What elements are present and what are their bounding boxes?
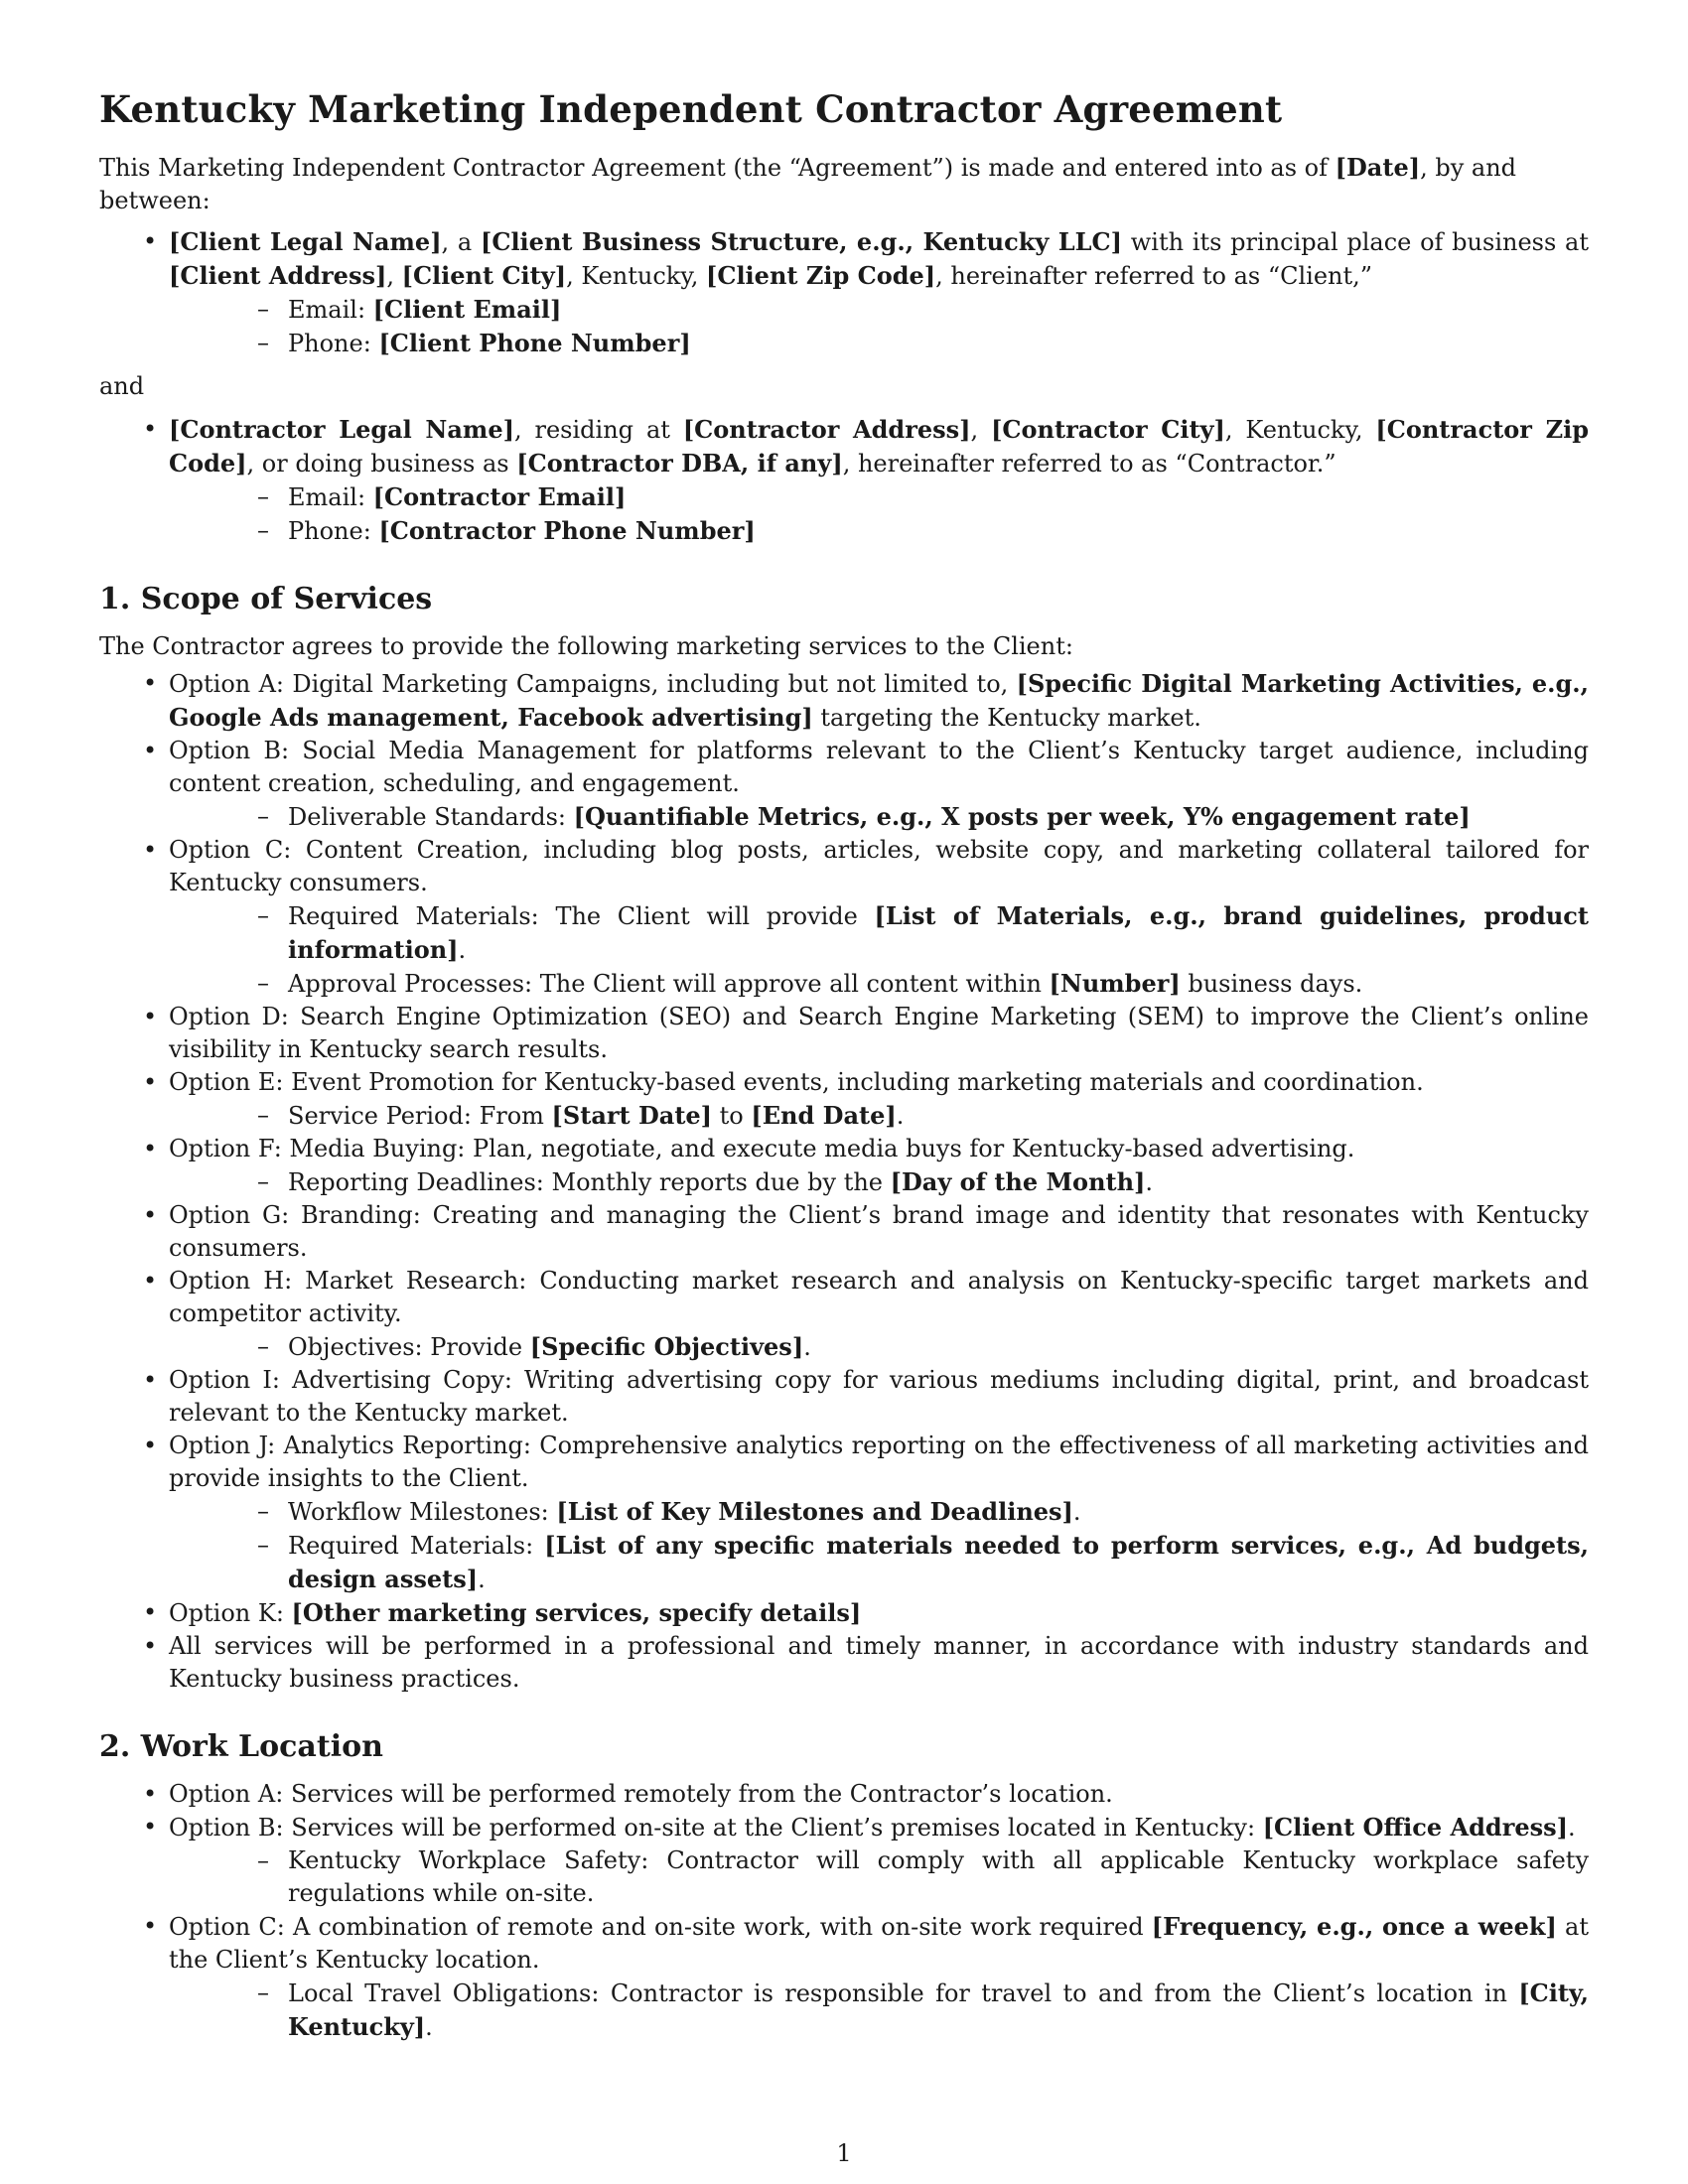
text: at the Client’s Kentucky location. [169,1913,1589,1974]
placeholder: [Other marketing services, specify details] [291,1598,862,1627]
contractor-party-list [99,413,1589,548]
text: Workflow Milestones: [288,1498,557,1526]
placeholder: [Frequency, e.g., once a week] [1151,1912,1557,1941]
option-j [99,1430,1589,1596]
client-party [99,225,1589,360]
option-b-sublist [169,800,1589,834]
reporting-deadlines [228,1165,1589,1199]
client-email [228,293,1589,327]
objectives [228,1330,1589,1364]
text: with its principal place of business at [1121,228,1589,256]
contractor-zip: [Contractor Zip Code] [169,415,1590,478]
location-option-a: • Option A: Services will be performed remotely from the Contractor’s location. [99,1778,1589,1811]
local-travel-obligations [228,1977,1589,2044]
text: , [970,416,992,444]
placeholder: [Number] [1049,969,1181,998]
option-j-sublist [169,1495,1589,1596]
contractor-city: [Contractor City] [991,415,1225,444]
text: , hereinafter referred to as “Client,” [935,262,1373,290]
text: Approval Processes: The Client will approve all content within [288,970,1050,998]
text: Option K: [169,1599,292,1627]
text: Local Travel Obligations: Contractor is responsible for travel to and from the Client’s location in [288,1979,1519,2007]
text: . [425,2013,433,2041]
section-1-intro: The Contractor agrees to provide the following marketing services to the Client: [99,632,1073,660]
required-materials-j [228,1529,1589,1596]
intro-text: This Marketing Independent Contractor Agreement (the “Agreement”) is made and entered into as of [99,154,1336,182]
text: Option A: Digital Marketing Campaigns, including but not limited to, [169,670,1017,698]
text: . [458,936,467,964]
text: . [478,1566,486,1593]
document-page [99,87,1589,2044]
text: , Kentucky, [566,262,706,290]
client-structure: [Client Business Structure, e.g., Kentucky LLC] [480,227,1122,256]
option-a [99,667,1589,735]
text: . [1072,1498,1081,1526]
option-c-sublist [169,899,1589,1001]
option-k [99,1596,1589,1630]
contractor-phone [228,514,1589,548]
text: , hereinafter referred to as “Contractor.” [842,450,1336,478]
label: Email: [288,483,373,511]
text: . [1568,1814,1576,1842]
text: Option E: Event Promotion for Kentucky-based events, including marketing materials and coordination. [169,1068,1424,1096]
intro-paragraph [99,151,1589,217]
value: [Client Email] [372,295,562,324]
text: , or doing business as [246,450,517,478]
location-b-sublist [169,1844,1589,1910]
text: . [803,1333,811,1361]
option-e-sublist [169,1099,1589,1133]
label: Phone: [288,330,379,357]
text: Reporting Deadlines: Monthly reports due by the [288,1168,891,1196]
option-b [99,735,1589,834]
text: business days. [1180,970,1363,998]
placeholder: [Day of the Month] [890,1167,1146,1196]
client-name: [Client Legal Name] [169,227,442,256]
option-d: • Option D: Search Engine Optimization (SEO) and Search Engine Marketing (SEM) to improve the Client’s online visibility in Kentucky search results. [99,1001,1589,1066]
client-party-list [99,225,1589,360]
label: Email: [288,296,373,324]
placeholder: [Client Office Address] [1262,1813,1568,1842]
value: [Contractor Phone Number] [378,516,756,545]
service-period [228,1099,1589,1133]
text: Option J: Analytics Reporting: Comprehensive analytics reporting on the effectiveness of all marketing activities and provide insights to the Client. [169,1432,1589,1492]
value: [Client Phone Number] [378,329,691,357]
contractor-name: [Contractor Legal Name] [169,415,514,444]
all-services-statement: • All services will be performed in a professional and timely manner, in accordance with industry standards and Kentucky business practices. [99,1630,1589,1696]
scope-options-list [99,667,1589,1696]
contractor-contact-list [169,480,1589,548]
placeholder: [Start Date] [551,1101,713,1130]
workplace-safety: – Kentucky Workplace Safety: Contractor will comply with all applicable Kentucky workplace safety regulations while on-site. [228,1844,1589,1910]
option-h [99,1265,1589,1364]
contractor-address: [Contractor Address] [682,415,971,444]
deliverable-standards [228,800,1589,834]
location-c-sublist [169,1977,1589,2044]
required-materials [228,899,1589,967]
text: , residing at [513,416,683,444]
option-f-sublist [169,1165,1589,1199]
workflow-milestones [228,1495,1589,1529]
option-e [99,1066,1589,1133]
contractor-dba: [Contractor DBA, if any] [516,449,843,478]
client-phone [228,327,1589,360]
value: [Contractor Email] [372,482,627,511]
placeholder: [Specific Objectives] [529,1332,804,1361]
client-zip: [Client Zip Code] [705,261,936,290]
section-2-heading: 2. Work Location [99,1729,383,1764]
text: Required Materials: The Client will provide [288,902,875,930]
client-contact-list [169,293,1589,360]
text: Option C: Content Creation, including blog posts, articles, website copy, and marketing collateral tailored for Kentucky consumers. [169,836,1589,896]
placeholder: [List of Materials, e.g., brand guidelines, product information] [288,901,1589,964]
option-f [99,1133,1589,1199]
approval-processes [228,967,1589,1001]
location-option-b [99,1811,1589,1910]
document-title: Kentucky Marketing Independent Contractor Agreement [99,87,1283,131]
text: , Kentucky, [1224,416,1376,444]
label: Phone: [288,517,379,545]
text: to [712,1102,752,1130]
placeholder: [City, Kentucky] [288,1979,1589,2041]
text: , a [441,228,481,256]
text: Option F: Media Buying: Plan, negotiate, and execute media buys for Kentucky-based advertising. [169,1135,1355,1162]
text: Option C: A combination of remote and on-site work, with on-site work required [169,1913,1152,1941]
option-g: • Option G: Branding: Creating and managing the Client’s brand image and identity that resonates with Kentucky consumers. [99,1199,1589,1265]
client-city: [Client City] [401,261,567,290]
and-text: and [99,372,145,400]
location-option-c [99,1910,1589,2044]
placeholder: [End Date] [751,1101,897,1130]
date-placeholder: [Date] [1335,153,1421,182]
option-i: • Option I: Advertising Copy: Writing advertising copy for various mediums including digital, print, and broadcast relevant to the Kentucky market. [99,1364,1589,1430]
text: Option B: Social Media Management for platforms relevant to the Client’s Kentucky target audience, including content creation, scheduling, and engagement. [169,737,1589,797]
client-address: [Client Address] [169,261,387,290]
work-location-list [99,1778,1589,2044]
text: targeting the Kentucky market. [812,704,1201,732]
section-1-heading: 1. Scope of Services [99,582,433,616]
text: . [896,1102,905,1130]
placeholder: [Quantifiable Metrics, e.g., X posts per week, Y% engagement rate] [573,802,1471,831]
contractor-email [228,480,1589,514]
intro-text-end: , by and between: [99,154,1517,214]
text: Objectives: Provide [288,1333,530,1361]
placeholder: [Specific Digital Marketing Activities, e.g., Google Ads management, Facebook advertising] [169,669,1589,732]
option-h-sublist [169,1330,1589,1364]
option-c [99,834,1589,1001]
text: Required Materials: [288,1532,545,1560]
text: Service Period: From [288,1102,552,1130]
page-number: 1 [836,2139,852,2167]
contractor-party [99,413,1589,548]
text: . [1145,1168,1154,1196]
text: , [386,262,402,290]
text: Option B: Services will be performed on-site at the Client’s premises located in Kentucky: [169,1814,1263,1842]
text: Option H: Market Research: Conducting market research and analysis on Kentucky-specific target markets and competitor activity. [169,1267,1589,1327]
placeholder: [List of Key Milestones and Deadlines] [556,1497,1073,1526]
placeholder: [List of any specific materials needed to perform services, e.g., Ad budgets, design assets] [288,1531,1590,1593]
text: Deliverable Standards: [288,803,574,831]
